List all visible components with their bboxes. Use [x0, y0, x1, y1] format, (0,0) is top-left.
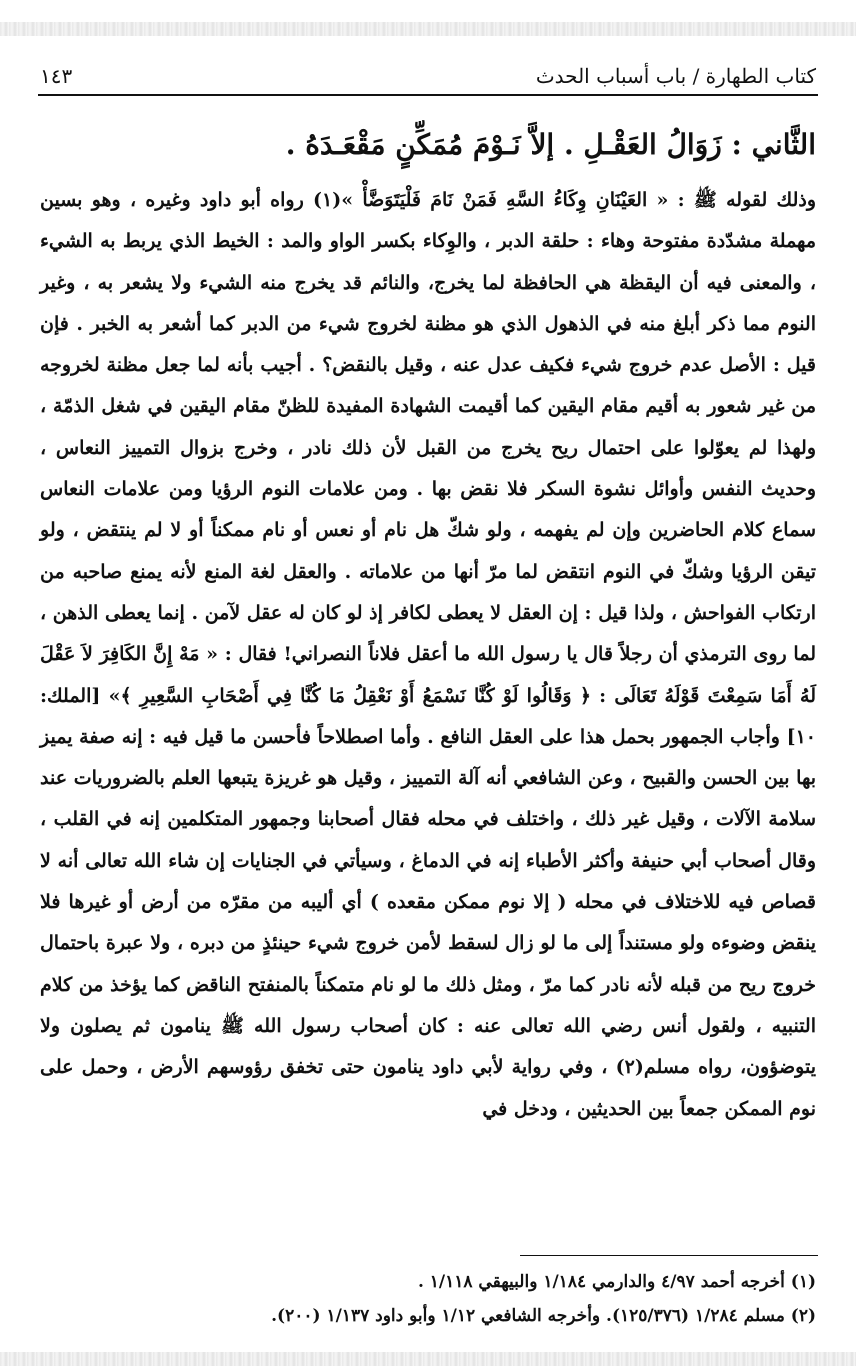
- scan-edge-bottom: [0, 1352, 856, 1366]
- scan-edge-top: [0, 22, 856, 36]
- body-text: وذلك لقوله ﷺ : « العَيْنَانِ وِكَاءُ السَّهِ فَمَنْ نَامَ فَلْيَتَوَضَّأْ »(١) رواه أبو داود وغيره ، وهو بسين مهملة مشدّدة مفتوحة وهاء : حلقة الدبر ، والوِكاء بكسر الواو والمد : الخيط الذي يربط به الشيء ، والمعنى فيه أن اليقظة هي الحافظة لما يخرج، والنائم قد يخرج منه الشيء ولا يشعر به ، وغير النوم مما ذكر أبلغ منه في الذهول الذي هو مظنة لخروج شيء من الدبر كما أشعر به الخبر . فإن قيل : الأصل عدم خروج شيء فكيف عدل عنه ، وقيل بالنقض؟ . أجيب بأنه لما جعل مظنة لخروجه من غير شعور به أقيم مقام اليقين كما أقيمت الشهادة المفيدة للظنّ مقام اليقين في شغل الذمّة ، ولهذا لم يعوّلوا على احتمال ريح يخرج من القبل لأن ذلك نادر ، وخرج بزوال التمييز النعاس ، وحديث النفس وأوائل نشوة السكر فلا نقض بها . ومن علامات النوم الرؤيا ومن علامات النعاس سماع كلام الحاضرين وإن لم يفهمه ، ولو شكّ هل نام أو نعس أو نام ممكناً أو لا لم ينتقض ، ولو تيقن الرؤيا وشكّ في النوم انتقض لما مرّ أنها من علاماته . والعقل لغة المنع لأنه يمنع صاحبه من ارتكاب الفواحش ، ولذا قيل : إن العقل لا يعطى لكافر إذ لو كان له عقل لآمن . إنما يعطى الذهن ، لما روى الترمذي أن رجلاً قال يا رسول الله ما أعقل فلاناً النصراني! فقال : « مَهْ إِنَّ الكَافِرَ لاَ عَقْلَ لَهُ أَمَا سَمِعْتَ قَوْلَهُ تَعَالَى : ﴿ وَقَالُوا لَوْ كُنَّا نَسْمَعُ أَوْ نَعْقِلُ مَا كُنَّا فِي أَصْحَابِ السَّعِيرِ ﴾» [الملك: ١٠] وأجاب الجمهور بحمل هذا على العقل النافع . وأما اصطلاحاً فأحسن ما قيل فيه : إنه صفة يميز بها بين الحسن والقبيح ، وعن الشافعي أنه آلة التمييز ، وقيل هو غريزة يتبعها العلم بالضروريات عند سلامة الآلات ، وقيل غير ذلك ، واختلف في محله فقال أصحابنا وجمهور المتكلمين إنه في القلب ، وقال أصحاب أبي حنيفة وأكثر الأطباء إنه في الدماغ ، وسيأتي في الجنايات إن شاء الله تعالى أنه لا قصاص فيه للاختلاف في محله ( إلا نوم ممكن مقعده ) أي أليبه من مقرّه من أرض أو غيرها فلا ينقض وضوءه ولو مستنداً إلى ما لو زال لسقط لأمن خروج شيء حينئذٍ من دبره ، ولا عبرة باحتمال خروج ريح من قبله لأنه نادر كما مرّ ، ومثل ذلك ما لو نام متمكناً بالمنفتح الناقض كما يؤخذ من كلام التنبيه ، ولقول أنس رضي الله تعالى عنه : كان أصحاب رسول الله ﷺ ينامون ثم يصلون ولا يتوضؤون، رواه مسلم(٢) ، وفي رواية لأبي داود ينامون حتى تخفق رؤوسهم الأرض ، وحمل على نوم الممكن جمعاً بين الحديثين ، ودخل في: [40, 189, 816, 1120]
- footnote-2: (٢) مسلم ١/٢٨٤ (١٢٥/٣٧٦). وأخرجه الشافعي ١/١٢ وأبو داود ١/١٣٧ (٢٠٠).: [271, 1306, 816, 1326]
- footnote-rule: [520, 1255, 818, 1256]
- running-head: [40, 58, 816, 94]
- running-title: كتاب الطهارة / باب أسباب الحدث: [535, 64, 816, 88]
- footnote-1: (١) أخرجه أحمد ٤/٩٧ والدارمي ١/١٨٤ والبيهقي ١/١١٨ .: [417, 1272, 816, 1292]
- page-number: ١٤٣: [40, 64, 73, 88]
- footnotes: [40, 1265, 816, 1333]
- header-rule: [38, 94, 818, 96]
- section-heading: الثَّاني : زَوَالُ العَقْـلِ . إلاَّ نَـوْمَ مُمَكِّنٍ مَقْعَـدَهُ .: [285, 128, 816, 161]
